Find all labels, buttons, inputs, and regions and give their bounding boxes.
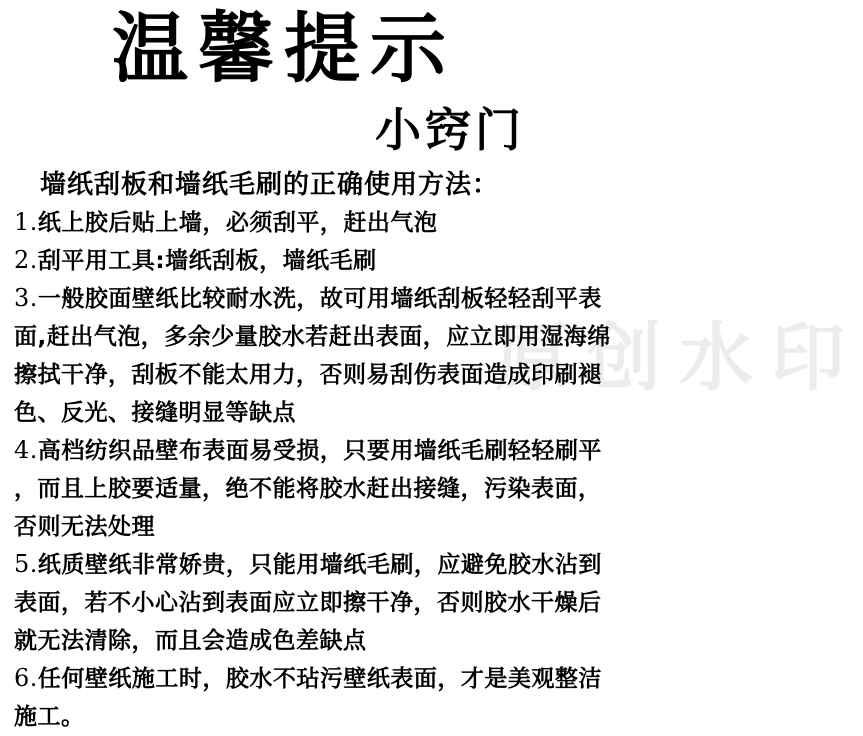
- tip-number: 4.: [14, 436, 38, 464]
- intro-heading: 墙纸刮板和墙纸毛刷的正确使用方法：: [40, 170, 500, 200]
- tip-text: 就无法清除，而且会造成色差缺点: [14, 628, 367, 654]
- tip-number: 5.: [14, 550, 38, 578]
- tips-list: [14, 203, 742, 735]
- tip-line: [14, 507, 742, 545]
- tip-text: 任何壁纸施工时，胶水不玷污壁纸表面，才是美观整洁: [37, 666, 602, 692]
- tip-line: [14, 241, 742, 279]
- tip-text: 高档纺织品壁布表面易受损，只要用墙纸毛刷轻轻刷平: [37, 438, 602, 464]
- page-subtitle: 小窍门: [375, 103, 525, 157]
- tip-line: [14, 621, 742, 659]
- tip-text: 刮平用工具:墙纸刮板，墙纸毛刷: [37, 248, 377, 274]
- tip-line: [14, 469, 742, 507]
- tip-text: 表面，若不小心沾到表面应立即擦干净，否则胶水干燥后: [14, 590, 602, 616]
- tip-number: 2.: [14, 246, 38, 274]
- tip-text: 否则无法处理: [14, 514, 155, 540]
- tip-line: [14, 583, 742, 621]
- tip-line: [14, 203, 742, 241]
- tip-line: [14, 393, 742, 431]
- tip-line: [14, 279, 742, 317]
- tip-text: 色、反光、接缝明显等缺点: [14, 400, 296, 426]
- tip-text: 面,赶出气泡，多余少量胶水若赶出表面，应立即用湿海绵: [14, 324, 611, 350]
- page-title: 温馨提示: [112, 4, 456, 93]
- tip-line: [14, 317, 742, 355]
- tip-text: 一般胶面壁纸比较耐水洗，故可用墙纸刮板轻轻刮平表: [37, 286, 602, 312]
- tip-line: [14, 431, 742, 469]
- tip-text: 纸质壁纸非常娇贵，只能用墙纸毛刷，应避免胶水沾到: [37, 552, 602, 578]
- watermark: 原创水印: [495, 315, 863, 401]
- tip-number: 6.: [14, 664, 38, 692]
- tip-line: [14, 545, 742, 583]
- tip-text: 纸上胶后贴上墙，必须刮平，赶出气泡: [37, 210, 438, 236]
- tip-text: ，而且上胶要适量，绝不能将胶水赶出接缝，污染表面，: [14, 476, 602, 502]
- tip-number: 1.: [14, 208, 38, 236]
- tip-text: 施工。: [14, 704, 85, 730]
- tip-line: [14, 355, 742, 393]
- tip-number: 3.: [14, 284, 38, 312]
- tip-text: 擦拭干净，刮板不能太用力，否则易刮伤表面造成印刷褪: [14, 362, 602, 388]
- tip-line: [14, 697, 742, 735]
- tip-line: [14, 659, 742, 697]
